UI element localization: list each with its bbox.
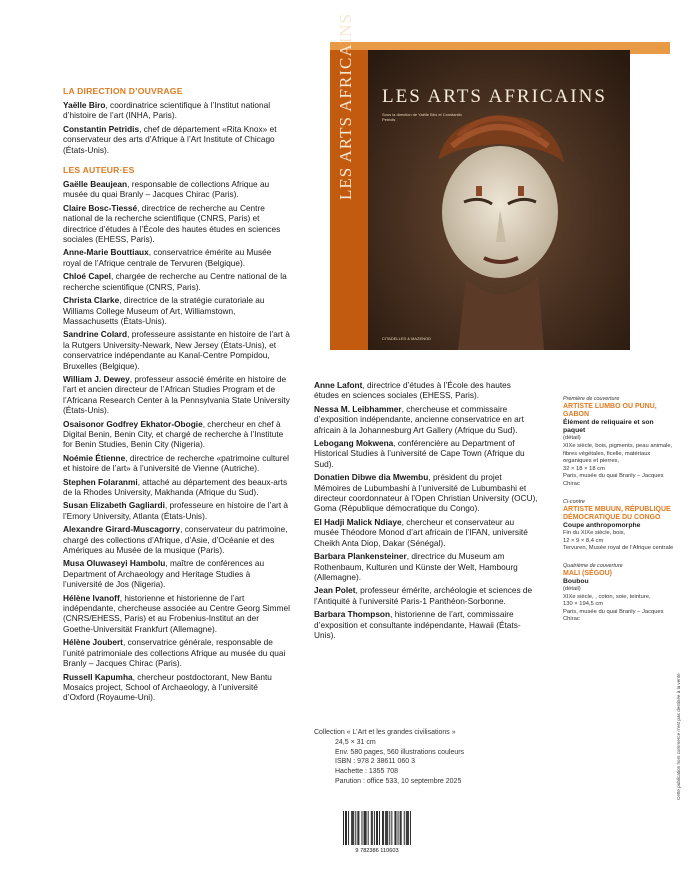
- author-description: , conservatrice émérite au Musée royal de l’Afrique centrale de Tervuren (Belgique).: [63, 247, 272, 268]
- barcode-number: 9 782386 110603: [355, 848, 399, 854]
- author-name: Stephen Folaranmi: [63, 476, 138, 487]
- barcode-bar: [345, 811, 346, 845]
- barcode-bar: [376, 811, 377, 845]
- barcode: [340, 810, 414, 854]
- barcode-bar: [358, 811, 359, 845]
- colophon-line: ISBN : 978 2 38611 060 3: [335, 758, 416, 766]
- barcode-bar: [406, 811, 407, 845]
- author-entry: [63, 524, 291, 555]
- caption-line: 130 × 194,5 cm: [563, 601, 604, 608]
- author-entry: [314, 438, 538, 469]
- author-entry: [63, 672, 291, 703]
- author-name: Gaëlle Beaujean: [63, 179, 128, 190]
- author-name: Chloé Capel: [63, 271, 111, 282]
- author-entry: [63, 419, 291, 450]
- author-entry: [314, 551, 538, 582]
- caption-line: Paris, musée du quai Branly – Jacques Chirac: [563, 473, 664, 487]
- left-column: [63, 86, 291, 706]
- author-entry: [314, 472, 538, 514]
- author-description: , directrice de recherche «patrimoine culturel et histoire de l’art» à l’université de Vienne (Autriche).: [63, 452, 289, 474]
- barcode-bar: [383, 811, 384, 845]
- author-entry: [63, 500, 291, 521]
- author-name: Donatien Dibwe dia Mwembu: [314, 472, 429, 483]
- authors-list-left: [63, 179, 291, 703]
- barcode-bar: [368, 811, 369, 845]
- caption-line: XIXe siècle, bois, pigments, peau animale, fibres végétales, ficelle, matériaux organiques et pierres,: [563, 443, 673, 465]
- caption-block: [563, 563, 675, 624]
- author-description: , professeur émérite, archéologie et sciences de l’Antiquité à l’université Paris-1 Panthéon-Sorbonne.: [314, 585, 533, 606]
- author-entry: [63, 637, 291, 668]
- barcode-bar: [364, 811, 365, 845]
- barcode-bar: [391, 811, 392, 845]
- author-description: , attaché au département des beaux-arts de la Rhodes University, Makhanda (Afrique du Sud).: [63, 476, 288, 497]
- barcode-bar: [352, 811, 353, 845]
- author-name: Susan Elizabeth Gagliardi: [63, 500, 165, 511]
- direction-heading: LA DIRECTION D’OUVRAGE: [63, 86, 183, 96]
- barcode-bar: [353, 811, 354, 845]
- author-description: , chercheuse et commissaire d’exposition indépendante, ancienne conservatrice en art africain à la Johannesburg Art Gallery (Afrique du Sud).: [314, 403, 524, 435]
- barcode-bar: [386, 811, 387, 845]
- author-name: Osaisonor Godfrey Ekhator-Obogie: [63, 418, 203, 429]
- caption-line: (détail): [563, 435, 581, 442]
- barcode-bar: [389, 811, 390, 845]
- author-name: Yaëlle Biro: [63, 100, 106, 110]
- authors-heading: LES AUTEUR·ES: [63, 165, 135, 176]
- author-name: Claire Bosc-Tiessé: [63, 202, 138, 213]
- author-description: , conservatrice générale, responsable de l’unité patrimoniale des collections Afrique au musée du quai Branly – Jacques Chirac (Paris).: [63, 637, 286, 669]
- author-description: , président du projet Mémoires de Lubumbashi à l’université de Lubumbashi et directeur coordonnateur à l’Open Christian University (OCU), Goma (République démocratique du Congo).: [314, 472, 538, 514]
- author-entry: [63, 295, 291, 326]
- caption-title: ARTISTE LUMBO OU PUNU, GABON: [563, 403, 657, 419]
- barcode-bar: [398, 811, 399, 845]
- barcode-bar: [357, 811, 358, 845]
- author-name: Hélène Ivanoff: [63, 592, 120, 603]
- author-name: Lebogang Mokwena: [314, 438, 394, 449]
- caption-line: Tervuren, Musée royal de l’Afrique centrale: [563, 545, 674, 552]
- author-name: Alexandre Girard-Muscagorry: [63, 524, 181, 535]
- barcode-bar: [387, 811, 388, 845]
- barcode-bar: [372, 811, 373, 845]
- author-name: Russell Kapumha: [63, 671, 133, 682]
- caption-line: 32 × 18 × 18 cm: [563, 465, 605, 472]
- author-description: , professeur associé émérite en histoire de l’art et ancien directeur de l’African Studies Program et de l’Africana Research Center à la Pennsylvania State University (États-Unis).: [63, 373, 290, 416]
- publisher-logo: CITADELLES & MAZENOD: [382, 336, 432, 341]
- collection-line: Collection « L’Art et les grandes civilisations »: [314, 729, 456, 736]
- book-spine: [330, 12, 370, 350]
- author-entry: [63, 374, 291, 416]
- author-name: Anne-Marie Bouttiaux: [63, 247, 149, 258]
- author-name: Noémie Étienne: [63, 452, 126, 463]
- author-name: Barbara Thompson: [314, 609, 391, 620]
- caption-title: MALI (SÉGOU): [563, 569, 612, 577]
- author-description: , conférencière au Department of Historical Studies à l’université de Cape Town (Afrique du Sud).: [314, 438, 525, 469]
- author-description: , directrice de recherche au Centre national de la recherche scientifique (CNRS, Paris) et directrice d’études à l’École des hautes études en sciences sociales (EHESS, Paris).: [63, 202, 281, 245]
- author-entry: [63, 558, 291, 589]
- caption-label: Quatrième de couverture: [563, 562, 623, 569]
- author-entry: [314, 517, 538, 548]
- author-entry: [63, 271, 291, 292]
- author-description: , directrice du Museum am Rothenbaum, Kulturen und Künste der Welt, Hambourg (Allemagne).: [314, 551, 518, 582]
- author-entry: [63, 593, 291, 635]
- author-entry: [314, 609, 538, 640]
- cover-title: LES ARTS AFRICAINS: [382, 86, 607, 107]
- barcode-bar: [382, 811, 383, 845]
- author-entry: [314, 404, 538, 435]
- spine-title: LES ARTS AFRICAINS: [336, 12, 355, 200]
- caption-block: [563, 396, 675, 489]
- caption-subtitle: Élément de reliquaire et son paquet: [563, 419, 654, 435]
- caption-line: (détail): [563, 585, 581, 592]
- author-description: , professeure en histoire de l’art à l’Emory University, Atlanta (États-Unis).: [63, 500, 289, 521]
- author-description: , chercheur et conservateur au musée Théodore Monod d’art africain de l’IFAN, université Cheikh Anta Diop, Dakar (Sénégal).: [314, 516, 528, 548]
- author-name: Musa Oluwaseyi Hambolu: [63, 558, 166, 569]
- barcode-bar: [377, 811, 378, 845]
- author-entry: [63, 203, 291, 245]
- colophon-line: Env. 580 pages, 560 illustrations couleurs: [335, 748, 465, 756]
- barcode-bar: [346, 811, 347, 845]
- author-description: , chercheur en chef à Digital Benin, Benin City, et chargé de recherche à l’Institute for Benin Studies, Benin City (Nigeria).: [63, 418, 284, 450]
- caption-subtitle: Boubou: [563, 577, 589, 585]
- author-entry: [63, 179, 291, 200]
- caption-line: 12 × 9 × 8,4 cm: [563, 537, 604, 544]
- barcode-bar: [365, 811, 366, 845]
- author-name: Sandrine Colard: [63, 329, 128, 340]
- caption-block: [563, 499, 675, 553]
- author-description: , directrice d’études à l’École des hautes études en sciences sociales (EHESS, Paris).: [314, 380, 511, 401]
- barcode-bar: [400, 811, 401, 845]
- caption-subtitle: Coupe anthropomorphe: [563, 521, 641, 529]
- barcode-bar: [379, 811, 380, 845]
- colophon-line: Parution : office 533, 10 septembre 2025: [335, 777, 462, 785]
- barcode-bar: [355, 811, 356, 845]
- author-description: , historienne et historienne de l’art indépendante, chercheuse associée au Centre Georg Simmel (CNRS/EHESS, Paris) et au Frobenius-Institut an der Goethe-Universität Frankfurt (Allemagne).: [63, 592, 290, 634]
- barcode-bar: [374, 811, 375, 845]
- author-name: Nessa M. Leibhammer: [314, 403, 402, 414]
- author-description: , maître de conférences au Department of Archaeology and Heritage Studies à l’université de Jos (Nigeria).: [63, 558, 265, 590]
- barcode-bar: [401, 811, 402, 845]
- author-entry: [63, 247, 291, 268]
- caption-label: Première de couverture: [563, 396, 620, 402]
- author-name: Jean Polet: [314, 585, 356, 596]
- book-cover-image: [330, 12, 630, 350]
- caption-label: Ci-contre: [563, 498, 585, 505]
- barcode-bar: [404, 811, 405, 845]
- barcode-bar: [351, 811, 352, 845]
- caption-line: Paris, musée du quai Branly – Jacques Chirac: [563, 608, 664, 623]
- direction-list: [63, 100, 291, 155]
- vertical-note: Cette publication hors commerce n’est pas destinée à la vente: [676, 673, 681, 800]
- author-entry: [63, 124, 291, 155]
- barcode-bar: [407, 811, 408, 845]
- cover-subtitle: Sous la direction de Yaëlle Biro et Constantin Petridis: [382, 112, 462, 122]
- author-entry: [63, 453, 291, 474]
- author-description: , chercheur postdoctorant, New Bantu Mosaics project, School of Archaeology, à l’université d’Oxford (Royaume-Uni).: [63, 671, 272, 703]
- barcode-bar: [395, 811, 396, 845]
- barcode-bar: [362, 811, 363, 845]
- author-entry: [314, 380, 538, 401]
- authors-list-middle: [314, 380, 538, 643]
- author-entry: [63, 100, 291, 121]
- barcode-bar: [396, 811, 397, 845]
- author-entry: [63, 329, 291, 371]
- author-name: William J. Dewey: [63, 373, 130, 384]
- author-name: Hélène Joubert: [63, 637, 123, 648]
- colophon-line: 24,5 × 31 cm: [335, 738, 376, 746]
- colophon-line: Hachette : 1355 708: [335, 768, 399, 776]
- author-description: , responsable de collections Afrique au musée du quai Branly – Jacques Chirac (Paris).: [63, 179, 270, 200]
- colophon-details: [314, 738, 534, 787]
- barcode-bar: [408, 811, 409, 845]
- barcode-bar: [410, 811, 411, 845]
- barcode-bar: [385, 811, 386, 845]
- barcode-bar: [343, 811, 344, 845]
- barcode-bar: [371, 811, 372, 845]
- author-description: , historienne de l’art, commissaire d’exposition et consultante indépendante, Hawaii (États-Unis).: [314, 609, 521, 640]
- author-name: Christa Clarke: [63, 295, 120, 306]
- caption-line: Fin du XIXe siècle, bois,: [563, 529, 626, 536]
- author-entry: [314, 585, 538, 606]
- barcode-bar: [348, 811, 349, 845]
- author-entry: [63, 477, 291, 498]
- author-name: Constantin Petridis: [63, 123, 140, 134]
- caption-line: XIXe siècle, , coton, soie, teinture,: [563, 593, 651, 600]
- colophon: [314, 728, 534, 787]
- author-description: , directrice de la stratégie curatoriale au Williams College Museum of Art, Williamstown, Massachusetts (États-Unis).: [63, 295, 265, 326]
- author-description: , coordinatrice scientifique à l’Institut national d’histoire de l’art (INHA, Paris).: [63, 100, 271, 121]
- author-description: , conservateur du patrimoine, chargé des collections d’Afrique, d’Asie, d’Océanie et des Amériques au Musée de la musique (Paris).: [63, 524, 288, 556]
- captions-column: [563, 396, 675, 634]
- author-description: , chef de département «Rita Knox» et conservateur des arts d’Afrique à l’Art Institute of Chicago (États-Unis).: [63, 123, 277, 155]
- caption-title: ARTISTE MBUUN, RÉPUBLIQUE DÉMOCRATIQUE DU CONGO: [563, 505, 671, 521]
- author-name: Anne Lafont: [314, 380, 363, 390]
- author-name: El Hadji Malick Ndiaye: [314, 516, 402, 527]
- author-description: , chargée de recherche au Centre national de la recherche scientifique (CNRS, Paris).: [63, 271, 287, 292]
- barcode-bar: [366, 811, 367, 845]
- author-description: , professeure assistante en histoire de l’art à la Rutgers University-Newark, New Jersey (États-Unis), et conservatrice indépendante au Kanal-Centre Pompidou, Bruxelles (Belgique).: [63, 329, 290, 371]
- author-name: Barbara Plankensteiner: [314, 551, 407, 562]
